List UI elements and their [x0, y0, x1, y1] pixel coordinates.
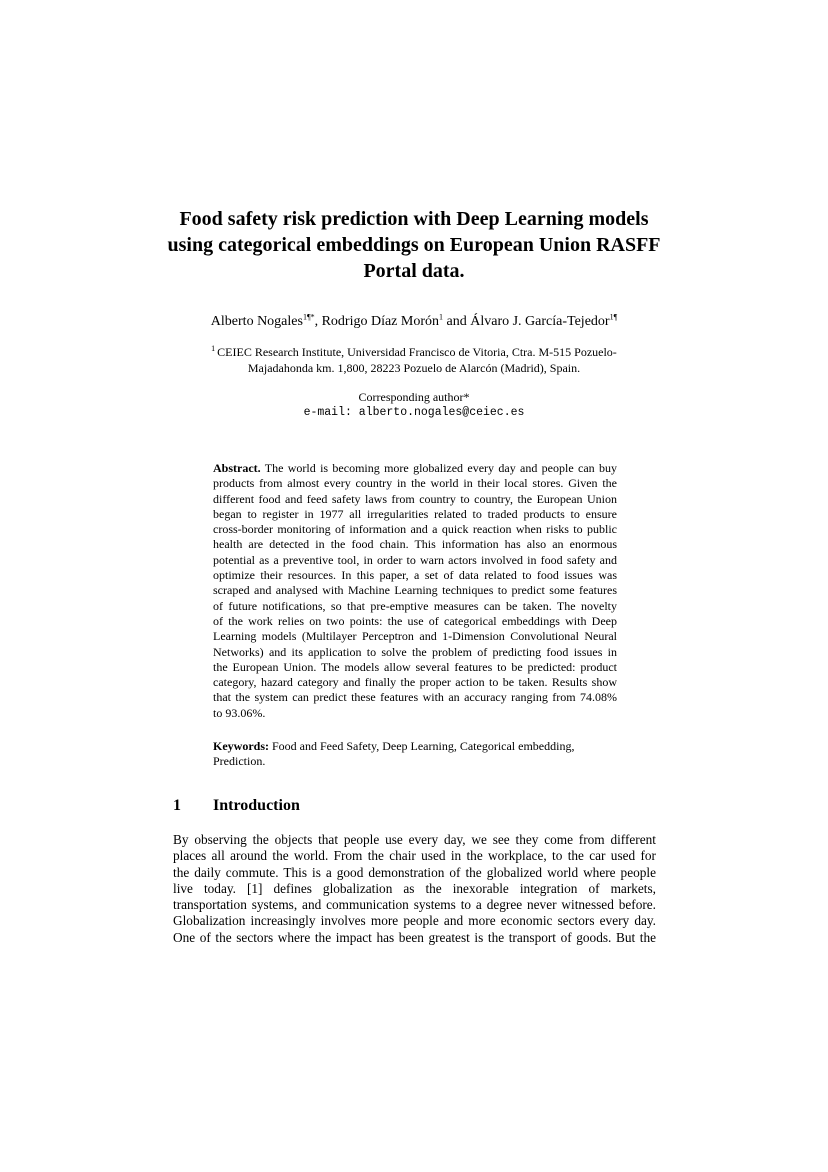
body-line: the daily commute. This is a good demonstration of the globalized world where people — [173, 864, 656, 880]
affiliation — [160, 344, 668, 376]
abstract — [213, 461, 617, 721]
abstract-line: optimize their resources. In this paper, a set of data related to food issues was — [213, 568, 617, 583]
body-line: Globalization increasingly involves more people and more economic sectors every day. — [173, 913, 656, 929]
title-line: Portal data. — [363, 260, 465, 282]
abstract-line: scraped and analysed with Machine Learning techniques to predict some features — [213, 583, 617, 598]
corresponding-email: e-mail: alberto.nogales@ceiec.es — [303, 406, 525, 419]
abstract-heading: Abstract. — [213, 461, 261, 475]
author-name: Alberto Nogales — [210, 314, 303, 329]
affiliation-text: CEIEC Research Institute, Universidad Francisco de Vitoria, Ctra. M-515 Pozuelo- — [217, 345, 617, 359]
abstract-line: Networks) and its application to solve the problem of predicting food issues in — [213, 644, 617, 659]
affiliation-marker: 1 — [211, 344, 216, 353]
author-name: and Álvaro J. García-Tejedor — [443, 314, 610, 329]
title-line: using categorical embeddings on European Union RASFF — [167, 234, 661, 256]
abstract-line: began to register in 1977 all irregularities related to traded products to ensure — [213, 506, 617, 521]
abstract-line: of future notifications, so that pre-emptive measures can be taken. The novelty — [213, 598, 617, 613]
author-name: , Rodrigo Díaz Morón — [314, 314, 440, 329]
keywords-line: Prediction. — [213, 754, 266, 769]
body-line: live today. [1] defines globalization as the inexorable integration of markets, — [173, 880, 656, 896]
abstract-text: The world is becoming more globalized every day and people can buy — [260, 461, 617, 475]
abstract-line: to 93.06%. — [213, 705, 266, 720]
abstract-line: different food and feed safety laws from country to country, the European Union — [213, 491, 617, 506]
title-line: Food safety risk prediction with Deep Learning models — [179, 208, 649, 230]
section-number: 1 — [173, 797, 181, 814]
author-list — [120, 312, 708, 332]
abstract-line: health are detected in the food chain. This information has also an enormous — [213, 537, 617, 552]
introduction-body — [173, 832, 656, 946]
body-line: One of the sectors where the impact has been greatest is the transport of goods. But the — [173, 929, 656, 945]
abstract-line: cross-border monitoring of information and a quick reaction when risks to public — [213, 522, 617, 537]
affiliation-line: Majadahonda km. 1,800, 28223 Pozuelo de Alarcón (Madrid), Spain. — [247, 361, 581, 375]
body-line: transportation systems, and communication systems to a degree never witnessed before. — [173, 897, 656, 913]
affiliation-line — [160, 344, 668, 360]
body-line: By observing the objects that people use every day, we see they come from different — [173, 832, 656, 847]
author-superscript: 1¶ — [609, 312, 618, 322]
abstract-line: that the system can predict these features with an accuracy ranging from 74.08% — [213, 690, 617, 705]
abstract-line: products from almost every country in the world in their local stores. Given the — [213, 476, 617, 491]
abstract-line: potential as a preventive tool, in order to warn actors involved in food safety and — [213, 552, 617, 567]
abstract-line — [213, 461, 617, 476]
keywords-heading: Keywords: — [213, 739, 269, 753]
abstract-line: of the work relies on two points: the use of categorical embeddings with Deep — [213, 613, 617, 628]
keywords — [213, 739, 617, 770]
paper-title — [150, 206, 678, 284]
corresponding-author-note: Corresponding author* — [358, 390, 470, 404]
author-superscript: 1 — [439, 312, 444, 322]
body-line: places all around the world. From the chair used in the workplace, to the car used for — [173, 848, 656, 864]
keywords-text: Food and Feed Safety, Deep Learning, Categorical embedding, — [269, 739, 575, 753]
abstract-line: the European Union. The models allow several features to be predicted: product — [213, 659, 617, 674]
section-title: Introduction — [213, 797, 300, 814]
abstract-line: category, hazard category and finally the proper action to be taken. Results show — [213, 675, 617, 690]
author-superscript: 1¶* — [302, 312, 315, 322]
abstract-line: Learning models (Multilayer Perceptron and 1-Dimension Convolutional Neural — [213, 629, 617, 644]
section-heading — [173, 796, 657, 816]
keywords-line — [213, 739, 617, 754]
